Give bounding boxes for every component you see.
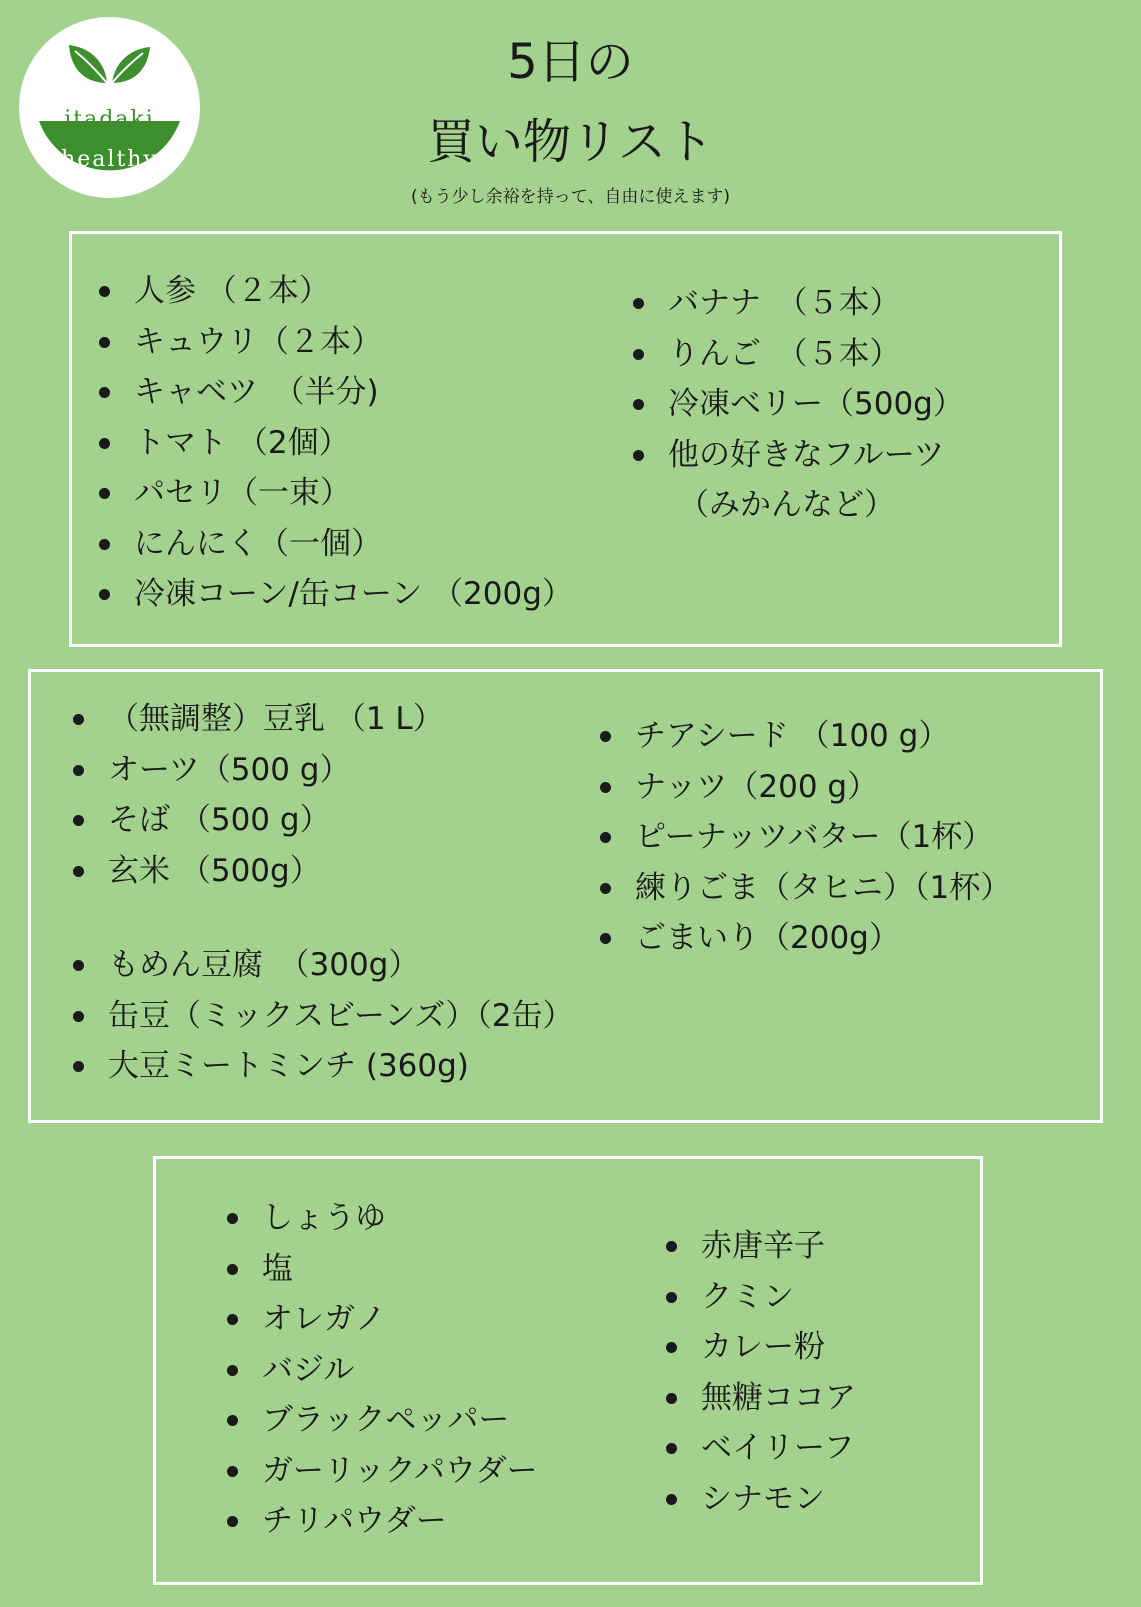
list-item: パセリ（一束） — [96, 468, 573, 519]
list-item: キュウリ（２本） — [96, 317, 573, 368]
list-item: キャベツ （半分) — [96, 367, 573, 418]
list-spacer — [70, 896, 574, 940]
list-item: ナッツ（200 g） — [597, 762, 1011, 813]
list-item: （無調整）豆乳 （1 L） — [70, 694, 574, 745]
list-item: 練りごま（タヒニ）（1杯） — [597, 863, 1011, 914]
list-item: カレー粉 — [663, 1322, 856, 1373]
list-item: りんご （５本） — [630, 329, 964, 380]
list-item: ごまいり（200g） — [597, 913, 1011, 964]
list-item: ベイリーフ — [663, 1423, 856, 1474]
list-item: 玄米 （500g） — [70, 846, 574, 897]
list-item: ブラックペッパー — [224, 1395, 538, 1446]
list-item: バナナ （５本） — [630, 278, 964, 329]
list-item: バジル — [224, 1345, 538, 1396]
list-item: チリパウダー — [224, 1496, 538, 1547]
spices-list — [663, 1221, 856, 1524]
list-item: しょうゆ — [224, 1193, 538, 1244]
list-item: シナモン — [663, 1474, 856, 1525]
logo-text-top: itadaki — [64, 107, 155, 132]
page-title-line2: 買い物リスト — [426, 114, 715, 170]
list-item: ガーリックパウダー — [224, 1446, 538, 1497]
list-item: 塩 — [224, 1244, 538, 1295]
list-item: トマト （2個） — [96, 418, 573, 469]
seeds-nuts-list — [597, 711, 1011, 964]
seasonings-list — [224, 1193, 538, 1547]
list-item: オーツ（500 g） — [70, 745, 574, 796]
list-item: オレガノ — [224, 1294, 538, 1345]
list-item: ピーナッツバター（1杯） — [597, 812, 1011, 863]
list-item: 大豆ミートミンチ (360g) — [70, 1041, 574, 1092]
list-item: 赤唐辛子 — [663, 1221, 856, 1272]
list-item-continuation: （みかんなど） — [678, 487, 895, 523]
list-item: 冷凍コーン/缶コーン （200g） — [96, 569, 573, 620]
page-subtitle: (もう少し余裕を持って、自由に使えます) — [411, 187, 730, 207]
list-item: そば （500 g） — [70, 795, 574, 846]
staples-list — [70, 694, 574, 1092]
logo-text-bottom: healthy — [61, 147, 158, 172]
list-item: にんにく（一個） — [96, 519, 573, 570]
vegetable-list — [96, 266, 573, 620]
list-item: クミン — [663, 1272, 856, 1323]
list-item: チアシード （100 g） — [597, 711, 1011, 762]
list-item: 缶豆（ミックスビーンズ）（2缶） — [70, 991, 574, 1042]
list-item: 無糖ココア — [663, 1373, 856, 1424]
list-item: 人参 （２本） — [96, 266, 573, 317]
fruit-list — [630, 278, 964, 531]
list-item: もめん豆腐 （300g） — [70, 940, 574, 991]
list-item: 他の好きなフルーツ — [630, 430, 964, 481]
list-item: 冷凍ベリー（500g） — [630, 379, 964, 430]
page-title-line1: 5日の — [507, 34, 634, 90]
